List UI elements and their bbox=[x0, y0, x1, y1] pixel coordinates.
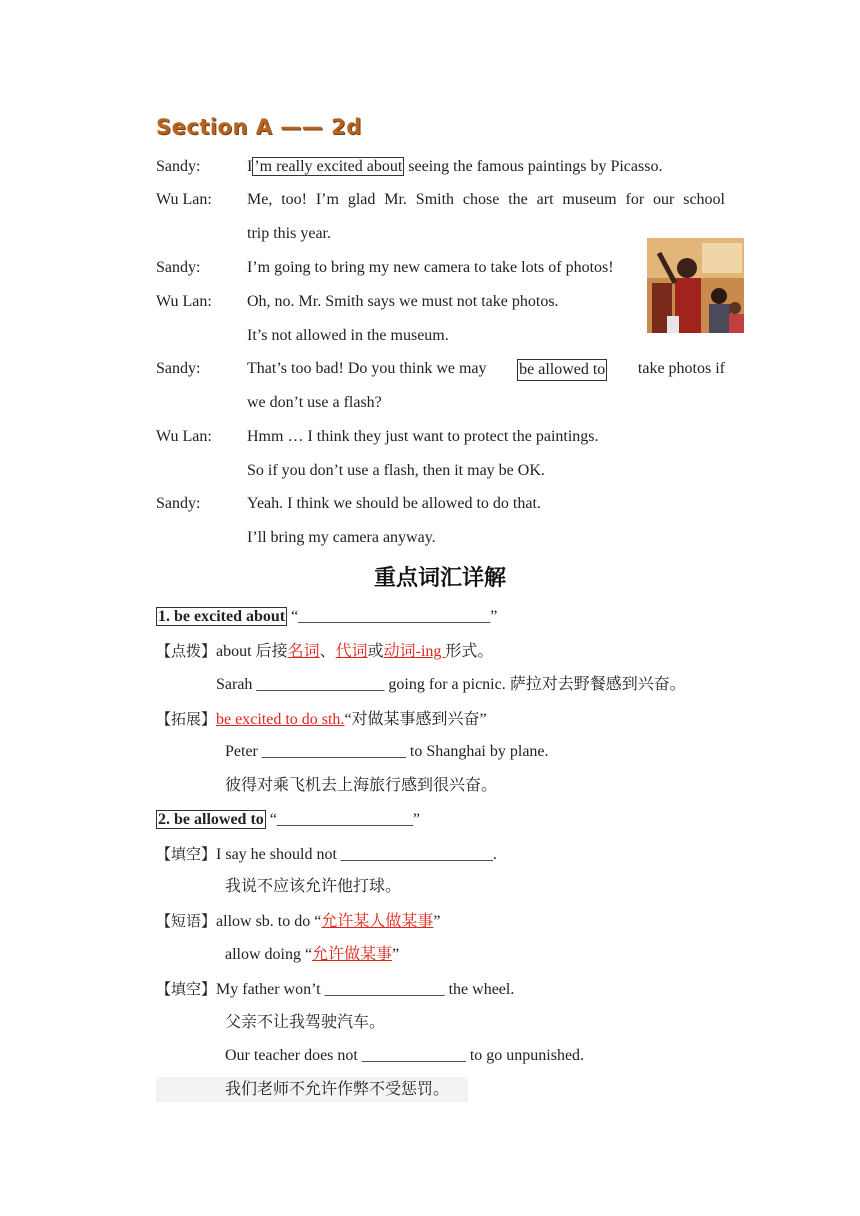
speaker-label: Wu Lan: bbox=[156, 293, 212, 310]
speaker-label: Sandy: bbox=[156, 495, 201, 512]
tip-line: 【点拨】about 后接名词、代词或动词-ing 形式。 bbox=[156, 642, 494, 660]
dialogue-line: trip this year. bbox=[247, 225, 331, 242]
fill-line: 【填空】I say he should not ___________________. bbox=[156, 845, 497, 863]
speaker-label: Wu Lan: bbox=[156, 428, 212, 445]
vocab-item-2: 2. be allowed to “_________________” bbox=[158, 811, 420, 828]
example-sentence: Peter __________________ to Shanghai by plane. bbox=[225, 743, 549, 760]
phrase-line: allow doing “允许做某事” bbox=[225, 946, 400, 963]
phrase-line: 【短语】allow sb. to do “允许某人做某事” bbox=[156, 912, 441, 930]
dialogue-line: That’s too bad! Do you think we may be allowed to take photos if bbox=[247, 359, 725, 381]
example-sentence: Sarah ________________ going for a picnic. 萨拉对去野餐感到兴奋。 bbox=[216, 676, 686, 693]
example-sentence: Our teacher does not _____________ to go unpunished. bbox=[225, 1047, 585, 1064]
speaker-label: Sandy: bbox=[156, 158, 201, 175]
dialogue-line: Yeah. I think we should be allowed to do that. bbox=[247, 495, 541, 512]
dialogue-line: Hmm … I think they just want to protect the paintings. bbox=[247, 428, 599, 445]
dialogue-line: Oh, no. Mr. Smith says we must not take photos. bbox=[247, 293, 559, 310]
dialogue-line: It’s not allowed in the museum. bbox=[247, 327, 449, 344]
key-phrase-box: be allowed to bbox=[517, 359, 607, 381]
speaker-label: Sandy: bbox=[156, 259, 201, 276]
example-translation: 我说不应该允许他打球。 bbox=[225, 878, 402, 895]
dialogue-line: So if you don’t use a flash, then it may be OK. bbox=[247, 462, 545, 479]
dialogue-line: I’m going to bring my new camera to take lots of photos! bbox=[247, 259, 614, 276]
dialogue-line: I’ll bring my camera anyway. bbox=[247, 529, 436, 546]
dialogue-line: Me, too! I’m glad Mr. Smith chose the art museum for our school bbox=[247, 191, 725, 208]
speaker-label: Wu Lan: bbox=[156, 191, 212, 208]
vocab-heading: 重点词汇详解 bbox=[373, 566, 506, 591]
example-translation: 父亲不让我驾驶汽车。 bbox=[225, 1014, 386, 1031]
fill-line: 【填空】My father won’t _______________ the wheel. bbox=[156, 980, 515, 998]
example-translation: 我们老师不允许作弊不受惩罚。 bbox=[225, 1081, 450, 1098]
section-title: Section A —— 2d bbox=[156, 115, 362, 139]
vocab-term: 1. be excited about bbox=[158, 608, 286, 625]
speaker-label: Sandy: bbox=[156, 360, 201, 377]
example-translation: 彼得对乘飞机去上海旅行感到很兴奋。 bbox=[225, 777, 498, 794]
dialogue-line: I ’m really excited about seeing the famous paintings by Picasso. bbox=[247, 158, 663, 175]
vocab-term: 2. be allowed to bbox=[158, 811, 264, 828]
vocab-item-1: 1. be excited about “________________________” bbox=[158, 608, 498, 625]
key-phrase-box: ’m really excited about bbox=[254, 158, 403, 175]
museum-photo bbox=[647, 238, 744, 333]
extension-line: 【拓展】be excited to do sth.“对做某事感到兴奋” bbox=[156, 710, 487, 728]
dialogue-line: we don’t use a flash? bbox=[247, 394, 382, 411]
